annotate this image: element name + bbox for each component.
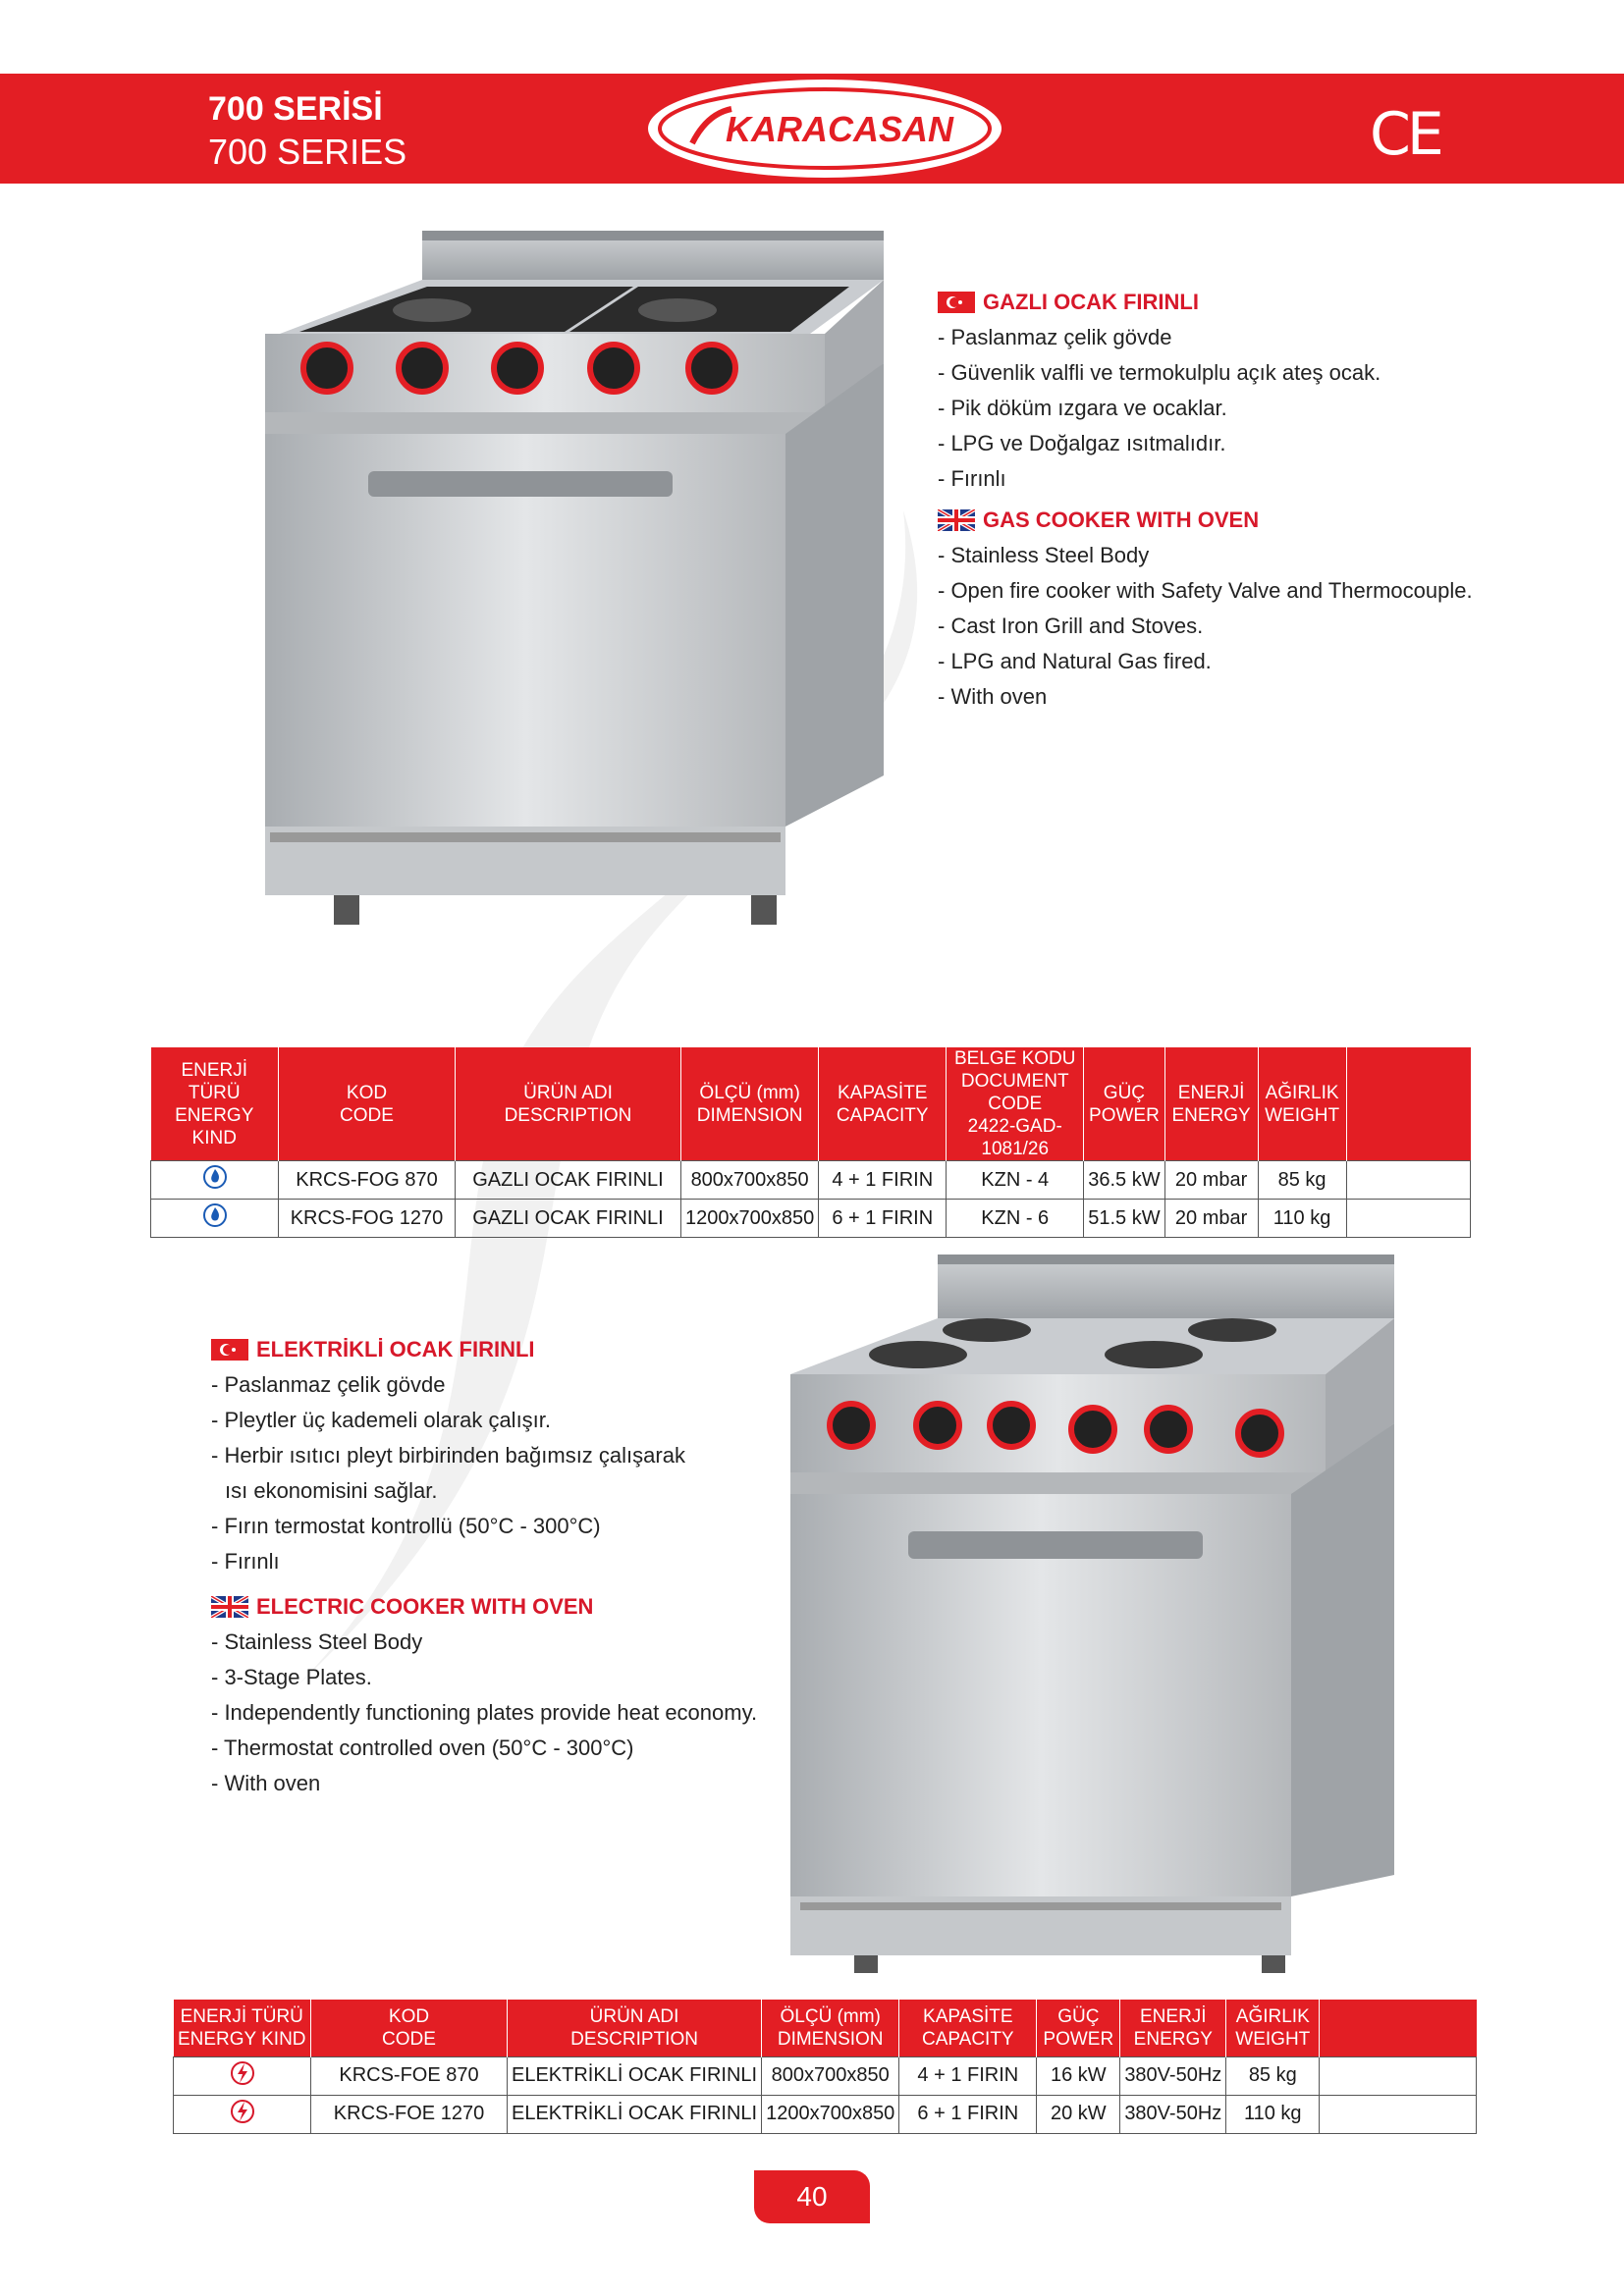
feature-line: - Cast Iron Grill and Stoves. (938, 614, 1204, 638)
cell-dimension: 1200x700x850 (681, 1200, 819, 1238)
cell-description: ELEKTRİKLİ OCAK FIRINLI (508, 2056, 762, 2095)
col-energy: ENERJİ ENERGY (1120, 2000, 1226, 2056)
feature-line: - With oven (938, 684, 1048, 709)
ce-mark-icon: CE (1370, 100, 1440, 169)
col-capacity: KAPASİTE CAPACITY (899, 2000, 1037, 2056)
electric-bolt-icon (229, 2060, 256, 2086)
feature-line: - Independently functioning plates provide heat economy. (211, 1700, 758, 1725)
electric-heading-en: ELECTRIC COOKER WITH OVEN (211, 1589, 757, 1625)
feature-line: - Fırınlı (211, 1549, 280, 1574)
brand-name: KARACASAN (726, 109, 953, 149)
cell-energy: 20 mbar (1164, 1161, 1258, 1200)
col-energy: ENERJİ ENERGY (1164, 1047, 1258, 1161)
cell-dimension: 800x700x850 (681, 1161, 819, 1200)
electric-bolt-icon (229, 2099, 256, 2124)
uk-flag-icon (938, 509, 975, 531)
cell-document-code: KZN - 4 (947, 1161, 1084, 1200)
feature-line: - Open fire cooker with Safety Valve and Thermocouple. (938, 578, 1473, 603)
electric-heading-tr: ELEKTRİKLİ OCAK FIRINLI (211, 1332, 757, 1367)
page-number: 40 (754, 2170, 870, 2223)
cell-energy: 20 mbar (1164, 1200, 1258, 1238)
feature-line: - Herbir ısıtıcı pleyt birbirinden bağımsız çalışarak (211, 1443, 685, 1468)
turkey-flag-icon (211, 1339, 248, 1361)
cell-weight: 110 kg (1226, 2095, 1320, 2133)
col-energy-kind: ENERJİ TÜRÜ ENERGY KIND (174, 2000, 311, 2056)
feature-line: - LPG ve Doğalgaz ısıtmalıdır. (938, 431, 1226, 455)
feature-line: - Paslanmaz çelik gövde (938, 325, 1172, 349)
electric-description (211, 1332, 757, 1801)
series-title-tr: 700 SERİSİ (208, 90, 383, 128)
feature-line: - 3-Stage Plates. (211, 1665, 372, 1689)
col-description: ÜRÜN ADI DESCRIPTION (456, 1047, 681, 1161)
electric-cooker-image (781, 1247, 1419, 1973)
cell-document-code: KZN - 6 (947, 1200, 1084, 1238)
uk-flag-icon (211, 1596, 248, 1618)
feature-line: - Thermostat controlled oven (50°C - 300°C) (211, 1735, 634, 1760)
feature-line: - LPG and Natural Gas fired. (938, 649, 1212, 673)
col-weight: AĞIRLIK WEIGHT (1226, 2000, 1320, 2056)
feature-line: - Güvenlik valfli ve termokulplu açık ateş ocak. (938, 360, 1381, 385)
cell-capacity: 4 + 1 FIRIN (899, 2056, 1037, 2095)
cell-energy: 380V-50Hz (1120, 2056, 1226, 2095)
cell-weight: 85 kg (1258, 1161, 1346, 1200)
col-capacity: KAPASİTE CAPACITY (819, 1047, 947, 1161)
cell-description: GAZLI OCAK FIRINLI (456, 1200, 681, 1238)
col-document-code: BELGE KODU DOCUMENT CODE 2422-GAD-1081/26 (947, 1047, 1084, 1161)
col-energy-kind: ENERJİ TÜRÜ ENERGY KIND (151, 1047, 279, 1161)
turkey-flag-icon (938, 292, 975, 313)
gas-spec-table (150, 1047, 1471, 1238)
gas-cooker-image (241, 226, 928, 952)
feature-line: - Stainless Steel Body (211, 1629, 423, 1654)
feature-line: ısı ekonomisini sağlar. (225, 1478, 438, 1503)
gas-flame-icon (202, 1164, 228, 1190)
cell-energy: 380V-50Hz (1120, 2095, 1226, 2133)
feature-line: - Pleytler üç kademeli olarak çalışır. (211, 1408, 552, 1432)
table-row (151, 1200, 1471, 1238)
cell-description: GAZLI OCAK FIRINLI (456, 1161, 681, 1200)
cell-dimension: 800x700x850 (762, 2056, 899, 2095)
cell-description: ELEKTRİKLİ OCAK FIRINLI (508, 2095, 762, 2133)
gas-heading-tr: GAZLI OCAK FIRINLI (938, 285, 1473, 320)
cell-dimension: 1200x700x850 (762, 2095, 899, 2133)
cell-weight: 110 kg (1258, 1200, 1346, 1238)
table-row (174, 2095, 1477, 2133)
feature-line: - With oven (211, 1771, 321, 1795)
cell-code: KRCS-FOG 1270 (279, 1200, 456, 1238)
col-power: GÜÇ POWER (1084, 1047, 1164, 1161)
cell-capacity: 6 + 1 FIRIN (899, 2095, 1037, 2133)
cell-power: 51.5 kW (1084, 1200, 1164, 1238)
feature-line: - Fırın termostat kontrollü (50°C - 300°C) (211, 1514, 601, 1538)
electric-spec-table (173, 2000, 1477, 2134)
cell-capacity: 6 + 1 FIRIN (819, 1200, 947, 1238)
feature-line: - Paslanmaz çelik gövde (211, 1372, 446, 1397)
feature-line: - Stainless Steel Body (938, 543, 1150, 567)
col-dimension: ÖLÇÜ (mm) DIMENSION (762, 2000, 899, 2056)
feature-line: - Pik döküm ızgara ve ocaklar. (938, 396, 1227, 420)
cell-code: KRCS-FOG 870 (279, 1161, 456, 1200)
col-code: KOD CODE (279, 1047, 456, 1161)
gas-heading-en: GAS COOKER WITH OVEN (938, 503, 1473, 538)
col-code: KOD CODE (311, 2000, 508, 2056)
cell-code: KRCS-FOE 1270 (311, 2095, 508, 2133)
series-title-en: 700 SERIES (208, 132, 407, 172)
table-row (151, 1161, 1471, 1200)
feature-line: - Fırınlı (938, 466, 1006, 491)
brand-logo (638, 75, 1011, 183)
col-dimension: ÖLÇÜ (mm) DIMENSION (681, 1047, 819, 1161)
cell-power: 20 kW (1037, 2095, 1120, 2133)
gas-flame-icon (202, 1202, 228, 1228)
cell-code: KRCS-FOE 870 (311, 2056, 508, 2095)
cell-power: 36.5 kW (1084, 1161, 1164, 1200)
cell-capacity: 4 + 1 FIRIN (819, 1161, 947, 1200)
table-row (174, 2056, 1477, 2095)
col-power: GÜÇ POWER (1037, 2000, 1120, 2056)
col-weight: AĞIRLIK WEIGHT (1258, 1047, 1346, 1161)
col-description: ÜRÜN ADI DESCRIPTION (508, 2000, 762, 2056)
cell-weight: 85 kg (1226, 2056, 1320, 2095)
cell-power: 16 kW (1037, 2056, 1120, 2095)
gas-description (938, 285, 1473, 715)
